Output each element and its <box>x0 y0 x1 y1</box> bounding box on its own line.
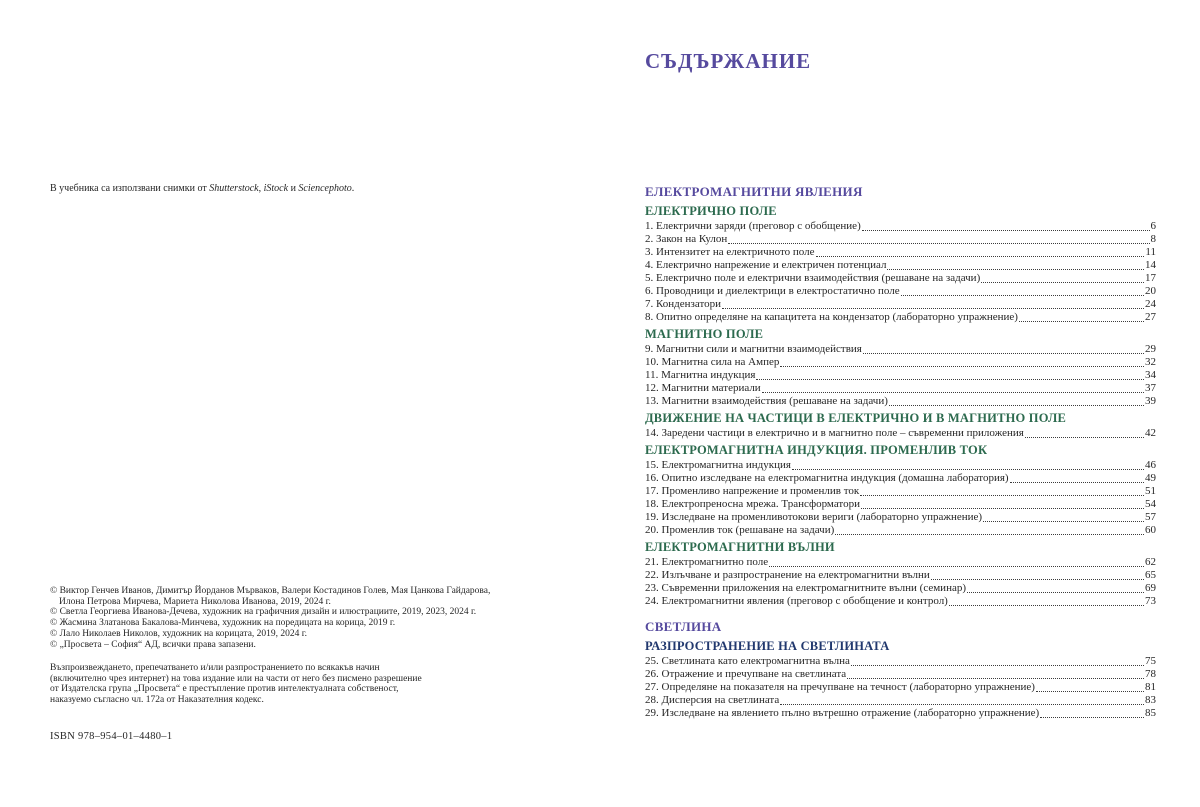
toc-entry <box>645 382 1156 395</box>
toc-entry <box>645 485 1156 498</box>
toc-entry <box>645 285 1156 298</box>
legal-line: от Издателска група „Просвета“ е престъпление против интелектуалната собственост, <box>50 684 399 695</box>
toc-entry <box>645 707 1156 720</box>
dot-leader <box>835 534 1144 535</box>
dot-leader <box>1019 321 1144 322</box>
toc-entry-label: 11. Магнитна индукция <box>645 369 756 381</box>
toc-entry <box>645 582 1156 595</box>
toc-entry-page: 85 <box>1145 707 1156 719</box>
toc-title: СЪДЪРЖАНИЕ <box>645 49 812 73</box>
toc-entry-label: 14. Заредени частици в електрично и в магнитно поле – съвременни приложения <box>645 427 1024 439</box>
copyright-line: Илона Петрова Мирчева, Мариета Николова Иванова, 2019, 2024 г. <box>59 596 331 607</box>
photo-credit-source: Sciencephoto <box>298 183 352 194</box>
toc-entry-label: 17. Променливо напрежение и променлив ток <box>645 485 860 497</box>
toc-entry-page: 83 <box>1145 694 1156 706</box>
left-page <box>50 0 550 807</box>
toc-entry <box>645 233 1156 246</box>
photo-credit-text: . <box>351 183 355 194</box>
dot-leader <box>792 469 1144 470</box>
toc-entry-label: 13. Магнитни взаимодействия (решаване на задачи) <box>645 395 888 407</box>
toc-entry-label: 8. Опитно определяне на капацитета на кондензатор (лабораторно упражнение) <box>645 311 1018 323</box>
toc-body <box>645 185 1156 720</box>
dot-leader <box>769 566 1144 567</box>
toc-entry-label: 3. Интензитет на електричното поле <box>645 246 815 258</box>
toc-entry <box>645 668 1156 681</box>
dot-leader <box>889 405 1144 406</box>
toc-entry-label: 28. Дисперсия на светлината <box>645 694 780 706</box>
toc-part-title: ЕЛЕКТРОМАГНИТНИ ЯВЛЕНИЯ <box>645 185 863 199</box>
toc-entry <box>645 246 1156 259</box>
toc-entry-page: 14 <box>1145 259 1156 271</box>
toc-part-title: СВЕТЛИНА <box>645 619 722 634</box>
toc-entry-page: 42 <box>1145 427 1156 439</box>
dot-leader <box>1025 437 1144 438</box>
dot-leader <box>861 508 1144 509</box>
toc-entry-label: 27. Определяне на показателя на пречупване на течност (лабораторно упражнение) <box>645 681 1035 693</box>
dot-leader <box>931 579 1144 580</box>
copyright-line: © Виктор Генчев Иванов, Димитър Йорданов Мърваков, Валери Костадинов Голев, Мая Цанкова Гайдарова, <box>50 586 491 596</box>
dot-leader <box>847 678 1144 679</box>
toc-entry <box>645 427 1156 440</box>
legal-notice <box>50 663 422 706</box>
toc-chapter-title: ЕЛЕКТРИЧНО ПОЛЕ <box>645 204 777 218</box>
toc-entry-label: 12. Магнитни материали <box>645 382 761 394</box>
dot-leader <box>887 269 1144 270</box>
toc-entry-page: 81 <box>1145 681 1156 693</box>
dot-leader <box>981 282 1144 283</box>
dot-leader <box>756 379 1144 380</box>
toc-entry-label: 9. Магнитни сили и магнитни взаимодействия <box>645 343 862 355</box>
dot-leader <box>949 605 1144 606</box>
toc-chapter-title: РАЗПРОСТРАНЕНИЕ НА СВЕТЛИНАТА <box>645 639 890 653</box>
dot-leader <box>860 495 1144 496</box>
toc-entry-label: 18. Електропреносна мрежа. Трансформатори <box>645 498 860 510</box>
toc-entry-page: 60 <box>1145 524 1156 536</box>
toc-entry-page: 37 <box>1145 382 1156 394</box>
toc-entry-label: 25. Светлината като електромагнитна вълна <box>645 655 850 667</box>
toc-chapter-title: ДВИЖЕНИЕ НА ЧАСТИЦИ В ЕЛЕКТРИЧНО И В МАГНИТНО ПОЛЕ <box>645 411 1067 425</box>
toc-entry <box>645 395 1156 408</box>
toc-entry-page: 6 <box>1150 220 1156 232</box>
toc-entry-page: 62 <box>1145 556 1156 568</box>
toc-entry <box>645 694 1156 707</box>
toc-entry-label: 4. Електрично напрежение и електричен потенциал <box>645 259 887 271</box>
toc-entry <box>645 472 1156 485</box>
toc-entry <box>645 311 1156 324</box>
dot-leader <box>967 592 1144 593</box>
toc-chapter-title: МАГНИТНО ПОЛЕ <box>645 327 764 341</box>
dot-leader <box>780 366 1144 367</box>
toc-entry-page: 17 <box>1145 272 1156 284</box>
toc-entry-page: 32 <box>1145 356 1156 368</box>
toc-entry-page: 27 <box>1145 311 1156 323</box>
dot-leader <box>762 392 1144 393</box>
toc-entry-page: 46 <box>1145 459 1156 471</box>
toc-entry <box>645 556 1156 569</box>
toc-entry-page: 57 <box>1145 511 1156 523</box>
toc-entry-page: 29 <box>1145 343 1156 355</box>
copyright-line: © Светла Георгиева Иванова-Дечева, художник на графичния дизайн и илюстрациите, 2019, 2023, 2024 г. <box>50 607 477 618</box>
toc-entry-label: 24. Електромагнитни явления (преговор с обобщение и контрол) <box>645 595 948 607</box>
dot-leader <box>1040 717 1144 718</box>
copyright-block <box>50 586 490 650</box>
dot-leader <box>816 256 1145 257</box>
toc-entry <box>645 220 1156 233</box>
toc-entry-page: 51 <box>1145 485 1156 497</box>
toc-entry <box>645 459 1156 472</box>
toc-entry <box>645 343 1156 356</box>
dot-leader <box>862 230 1150 231</box>
toc-entry-page: 69 <box>1145 582 1156 594</box>
dot-leader <box>851 665 1144 666</box>
toc-entry-page: 11 <box>1145 246 1156 258</box>
toc-chapter-title: ЕЛЕКТРОМАГНИТНИ ВЪЛНИ <box>645 540 835 554</box>
toc-entry-label: 7. Кондензатори <box>645 298 722 310</box>
dot-leader <box>901 295 1144 296</box>
toc-entry-page: 39 <box>1145 395 1156 407</box>
dot-leader <box>983 521 1144 522</box>
photo-credit-text: , <box>258 183 264 194</box>
toc-entry-page: 65 <box>1145 569 1156 581</box>
copyright-line: © Жасмина Златанова Бакалова-Минчева, художник на поредицата на корица, 2019 г. <box>50 618 396 629</box>
toc-entry <box>645 369 1156 382</box>
photo-credit-source: iStock <box>263 183 289 194</box>
toc-entry-label: 2. Закон на Кулон <box>645 233 728 245</box>
toc-entry <box>645 569 1156 582</box>
dot-leader <box>1036 691 1144 692</box>
photo-credit-source: Shutterstock <box>209 183 259 194</box>
toc-entry-page: 20 <box>1145 285 1156 297</box>
toc-entry-label: 10. Магнитна сила на Ампер <box>645 356 780 368</box>
toc-entry-label: 1. Електрични заряди (преговор с обобщение) <box>645 220 861 232</box>
toc-entry-label: 26. Отражение и пречупване на светлината <box>645 668 847 680</box>
toc-entry-label: 29. Изследване на явлението пълно вътрешно отражение (лабораторно упражнение) <box>645 707 1040 719</box>
isbn: ISBN 978–954–01–4480–1 <box>50 731 173 742</box>
right-page <box>645 0 1156 807</box>
toc-entry-label: 15. Електромагнитна индукция <box>645 459 791 471</box>
copyright-line: © „Просвета – София“ АД, всички права запазени. <box>50 639 256 650</box>
legal-line: (включително чрез интернет) на това издание или на части от него без писмено разрешение <box>50 673 422 684</box>
toc-entry-page: 75 <box>1145 655 1156 667</box>
dot-leader <box>780 704 1144 705</box>
toc-entry <box>645 524 1156 537</box>
copyright-line: © Лало Николаев Николов, художник на корицата, 2019, 2024 г. <box>50 628 307 639</box>
toc-entry <box>645 511 1156 524</box>
toc-entry-page: 73 <box>1145 595 1156 607</box>
toc-entry <box>645 259 1156 272</box>
toc-entry <box>645 655 1156 668</box>
photo-credit-text: В учебника са използвани снимки от <box>50 183 210 194</box>
toc-entry-page: 78 <box>1145 668 1156 680</box>
toc-entry-label: 22. Излъчване и разпространение на електромагнитни вълни <box>645 569 930 581</box>
toc-entry <box>645 681 1156 694</box>
toc-entry-label: 21. Електромагнитно поле <box>645 556 769 568</box>
photo-credit <box>50 183 354 194</box>
dot-leader <box>863 353 1144 354</box>
dot-leader <box>1010 482 1144 483</box>
toc-entry <box>645 272 1156 285</box>
toc-entry-page: 34 <box>1145 369 1156 381</box>
toc-entry <box>645 595 1156 608</box>
photo-credit-text: и <box>288 183 299 194</box>
legal-line: Възпроизвеждането, препечатването и/или разпространението по всякакъв начин <box>50 663 380 673</box>
toc-entry-page: 49 <box>1145 472 1156 484</box>
legal-line: наказуемо съгласно чл. 172а от Наказателния кодекс. <box>50 695 264 706</box>
toc-entry <box>645 298 1156 311</box>
toc-entry-label: 19. Изследване на променливотокови вериги (лабораторно упражнение) <box>645 511 983 523</box>
toc-entry-label: 23. Съвременни приложения на електромагнитните вълни (семинар) <box>645 582 967 594</box>
toc-entry-label: 6. Проводници и диелектрици в електростатично поле <box>645 285 900 297</box>
toc-entry-page: 24 <box>1145 298 1156 310</box>
toc-entry-page: 8 <box>1150 233 1156 245</box>
dot-leader <box>728 243 1149 244</box>
toc-entry-page: 54 <box>1145 498 1156 510</box>
toc-entry <box>645 498 1156 511</box>
toc-entry-label: 20. Променлив ток (решаване на задачи) <box>645 524 835 536</box>
toc-entry-label: 5. Електрично поле и електрични взаимодействия (решаване на задачи) <box>645 272 981 284</box>
toc-chapter-title: ЕЛЕКТРОМАГНИТНА ИНДУКЦИЯ. ПРОМЕНЛИВ ТОК <box>645 443 988 457</box>
toc-entry <box>645 356 1156 369</box>
dot-leader <box>722 308 1144 309</box>
toc-entry-label: 16. Опитно изследване на електромагнитна индукция (домашна лаборатория) <box>645 472 1009 484</box>
